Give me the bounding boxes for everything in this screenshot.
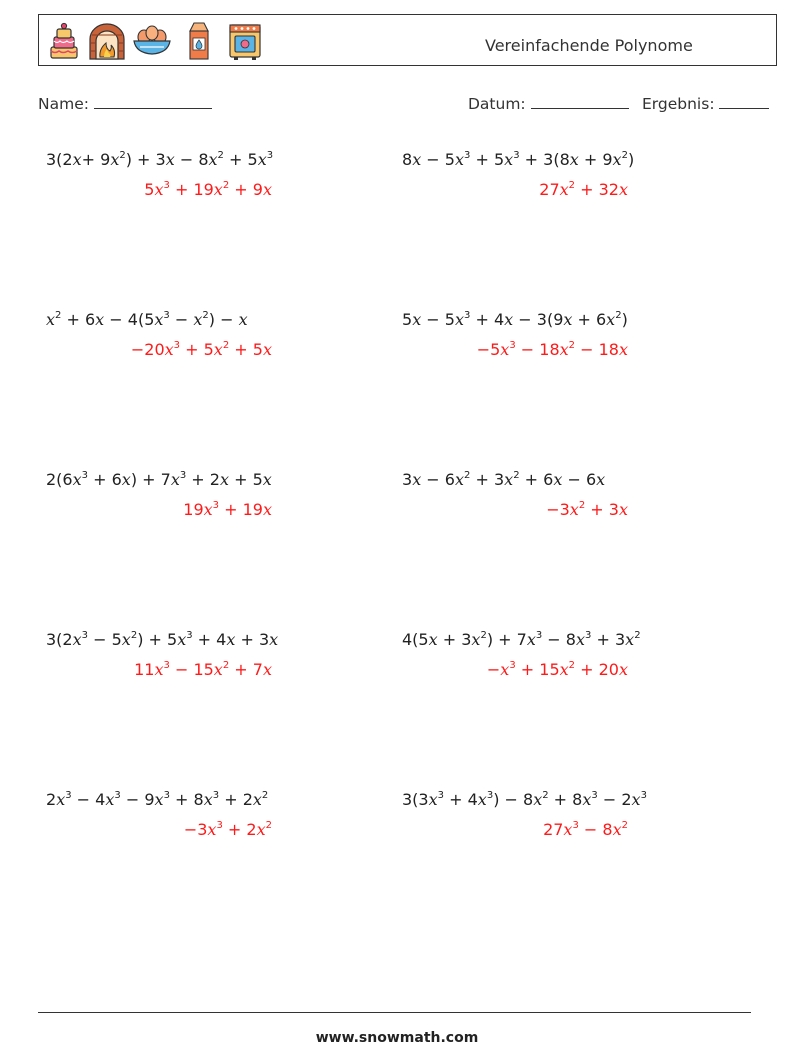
result-blank[interactable] xyxy=(719,94,769,109)
fireplace-icon xyxy=(88,21,126,61)
problem-expression: $3x - 6x^2 + 3x^2 + 6x - 6x$ xyxy=(402,470,606,489)
problem-expression: $4(5x + 3x^2) + 7x^3 - 8x^3 + 3x^2$ xyxy=(402,630,641,649)
problem-answer: $19x^3 + 19x$ xyxy=(183,500,272,519)
result-label: Ergebnis: xyxy=(642,95,715,113)
problem-expression: $5x - 5x^3 + 4x - 3(9x + 6x^2)$ xyxy=(402,310,628,329)
date-field xyxy=(468,94,629,113)
oven-icon xyxy=(228,21,262,61)
worksheet-title: Vereinfachende Polynome xyxy=(485,36,693,55)
problem-expression: $8x - 5x^3 + 5x^3 + 3(8x + 9x^2)$ xyxy=(402,150,635,169)
date-blank[interactable] xyxy=(531,94,629,109)
problem-expression: $3(3x^3 + 4x^3) - 8x^2 + 8x^3 - 2x^3$ xyxy=(402,790,647,809)
result-field xyxy=(642,94,769,113)
date-label: Datum: xyxy=(468,95,526,113)
problem-answer: $27x^2 + 32x$ xyxy=(539,180,628,199)
problem-answer: $-x^3 + 15x^2 + 20x$ xyxy=(486,660,628,679)
problem-answer: $-20x^3 + 5x^2 + 5x$ xyxy=(130,340,272,359)
milk-carton-icon xyxy=(184,21,212,61)
problem-expression: $3(2x+ 9x^2) + 3x - 8x^2 + 5x^3$ xyxy=(46,150,274,169)
problem-answer: $27x^3 - 8x^2$ xyxy=(543,820,628,839)
problem-answer: $5x^3 + 19x^2 + 9x$ xyxy=(144,180,272,199)
egg-bowl-icon xyxy=(132,21,172,61)
name-label: Name: xyxy=(38,95,89,113)
footer-divider xyxy=(38,1012,751,1013)
worksheet-header xyxy=(38,14,777,66)
footer-url: www.snowmath.com xyxy=(315,1030,479,1046)
name-field xyxy=(38,94,212,113)
problem-expression: $3(2x^3 - 5x^2) + 5x^3 + 4x + 3x$ xyxy=(46,630,279,649)
problem-answer: $-3x^2 + 3x$ xyxy=(546,500,628,519)
name-blank[interactable] xyxy=(94,94,212,109)
problem-expression: $2(6x^3 + 6x) + 7x^3 + 2x + 5x$ xyxy=(46,470,272,489)
problem-answer: $-5x^3 - 18x^2 - 18x$ xyxy=(476,340,628,359)
problem-answer: $-3x^3 + 2x^2$ xyxy=(183,820,272,839)
problem-answer: $11x^3 - 15x^2 + 7x$ xyxy=(134,660,272,679)
cake-icon xyxy=(46,21,82,61)
problem-expression: $x^2 + 6x - 4(5x^3 - x^2) - x$ xyxy=(46,310,248,329)
problem-expression: $2x^3 - 4x^3 - 9x^3 + 8x^3 + 2x^2$ xyxy=(46,790,269,809)
